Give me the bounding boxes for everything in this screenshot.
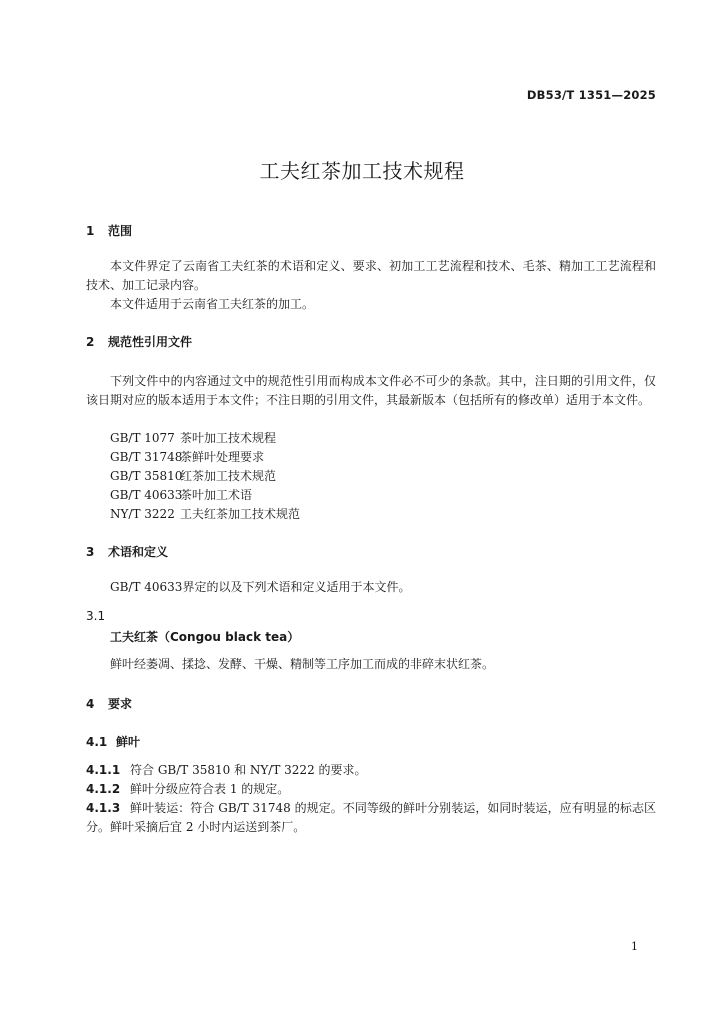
clause-text: 鲜叶装运：符合 GB/T 31748 的规定。不同等级的鲜叶分别装运，如同时装运，应有明显的标志区分。鲜叶采摘后宜 2 小时内运送到茶厂。	[86, 801, 656, 834]
reference-code: GB/T 31748	[110, 450, 183, 464]
section-title: 范围	[108, 224, 133, 238]
reference-item	[110, 505, 300, 524]
section-number: 2	[86, 335, 95, 349]
clause-text: 鲜叶分级应符合表 1 的规定。	[130, 782, 290, 796]
clause-number: 4.1.2	[86, 782, 121, 796]
section-number: 4	[86, 697, 95, 711]
clause-4-1-3	[86, 799, 656, 837]
section-3-heading	[86, 543, 168, 560]
section-3-intro: GB/T 40633界定的以及下列术语和定义适用于本文件。	[110, 580, 411, 594]
clause-4-1-1	[86, 761, 367, 780]
section-4-heading	[86, 695, 132, 712]
subsection-title: 鲜叶	[116, 735, 141, 749]
reference-name: 茶鲜叶处理要求	[180, 450, 265, 464]
page-number: 1	[631, 940, 638, 953]
section-2-heading	[86, 333, 192, 350]
clause-number: 4.1.1	[86, 763, 121, 777]
term-definition: 鲜叶经萎凋、揉捻、发酵、干燥、精制等工序加工而成的非碎末状红茶。	[110, 657, 495, 671]
reference-item	[110, 429, 300, 448]
reference-item	[110, 486, 300, 505]
section-1-paragraph-2: 本文件适用于云南省工夫红茶的加工。	[110, 297, 315, 311]
reference-name: 茶叶加工术语	[180, 488, 253, 502]
reference-name: 红茶加工技术规范	[180, 469, 277, 483]
section-number: 1	[86, 224, 95, 238]
document-code: DB53/T 1351—2025	[526, 88, 656, 102]
section-title: 规范性引用文件	[108, 335, 193, 349]
clause-text: 符合 GB/T 35810 和 NY/T 3222 的要求。	[130, 763, 367, 777]
subsection-number: 4.1	[86, 735, 108, 749]
section-number: 3	[86, 545, 95, 559]
term-number: 3.1	[86, 609, 106, 623]
reference-code: GB/T 35810	[110, 469, 183, 483]
section-2-intro: 下列文件中的内容通过文中的规范性引用而构成本文件必不可少的条款。其中，注日期的引用文件，仅该日期对应的版本适用于本文件；不注日期的引用文件，其最新版本（包括所有的修改单）适用于本文件。	[86, 374, 656, 407]
reference-code: NY/T 3222	[110, 507, 175, 521]
reference-item	[110, 467, 300, 486]
subsection-4-1-heading	[86, 733, 140, 750]
clause-4-1-2	[86, 780, 289, 799]
section-1-heading	[86, 222, 132, 239]
document-title: 工夫红茶加工技术规程	[259, 159, 465, 183]
reference-name: 工夫红茶加工技术规范	[180, 507, 301, 521]
section-title: 要求	[108, 697, 133, 711]
section-title: 术语和定义	[108, 545, 169, 559]
section-1-paragraph-1: 本文件界定了云南省工夫红茶的术语和定义、要求、初加工工艺流程和技术、毛茶、精加工工艺流程和技术、加工记录内容。	[86, 259, 656, 292]
reference-code: GB/T 1077	[110, 431, 175, 445]
reference-name: 茶叶加工技术规程	[180, 431, 277, 445]
normative-reference-list	[110, 429, 300, 524]
clause-number: 4.1.3	[86, 801, 121, 815]
reference-code: GB/T 40633	[110, 488, 183, 502]
term-name: 工夫红茶（Congou black tea）	[110, 630, 300, 644]
reference-item	[110, 448, 300, 467]
